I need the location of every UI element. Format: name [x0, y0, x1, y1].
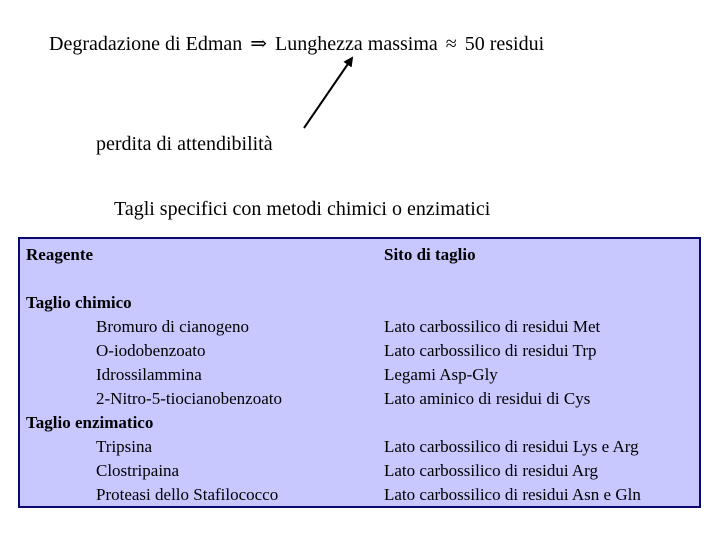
header-site: Sito di taglio: [384, 245, 476, 264]
site-cell: Legami Asp-Gly: [384, 365, 498, 384]
headline-right-text: 50 residui: [464, 33, 545, 55]
header-reagent: Reagente: [26, 245, 94, 264]
site-cell: Lato aminico di residui di Cys: [384, 389, 591, 408]
reagent-cell: Tripsina: [96, 437, 153, 456]
site-cell: Lato carbossilico di residui Asn e Gln: [384, 485, 641, 504]
spacer: [384, 411, 641, 435]
group-enzymatic: Taglio enzimatico: [26, 413, 154, 432]
implies-symbol: ⇒: [250, 33, 268, 55]
site-cell: Lato carbossilico di residui Arg: [384, 461, 599, 480]
group-chemical: Taglio chimico: [26, 293, 132, 312]
site-column: [384, 243, 641, 507]
specific-cuts-subtitle: Tagli specifici con metodi chimici o enzimatici: [114, 198, 491, 220]
site-cell: Lato carbossilico di residui Trp: [384, 341, 597, 360]
approx-symbol: ≈: [445, 33, 457, 55]
reagent-cell: Clostripaina: [96, 461, 180, 480]
reagent-cell: Proteasi dello Stafilococco: [96, 485, 279, 504]
headline-middle-text: Lunghezza massima: [275, 33, 438, 55]
reagent-cell: O-iodobenzoato: [96, 341, 206, 360]
reagent-cell: 2-Nitro-5-tiocianobenzoato: [96, 389, 282, 408]
spacer: [384, 267, 641, 291]
site-cell: Lato carbossilico di residui Lys e Arg: [384, 437, 639, 456]
headline-left-text: Degradazione di Edman: [49, 33, 243, 55]
loss-of-reliability-text: perdita di attendibilità: [96, 133, 273, 155]
edman-headline: [49, 32, 544, 56]
reagent-column: [26, 243, 282, 507]
spacer: [26, 267, 282, 291]
reagent-cell: Idrossilammina: [96, 365, 202, 384]
site-cell: Lato carbossilico di residui Met: [384, 317, 601, 336]
spacer: [384, 291, 641, 315]
cleavage-table: [18, 237, 701, 508]
reagent-cell: Bromuro di cianogeno: [96, 317, 249, 336]
